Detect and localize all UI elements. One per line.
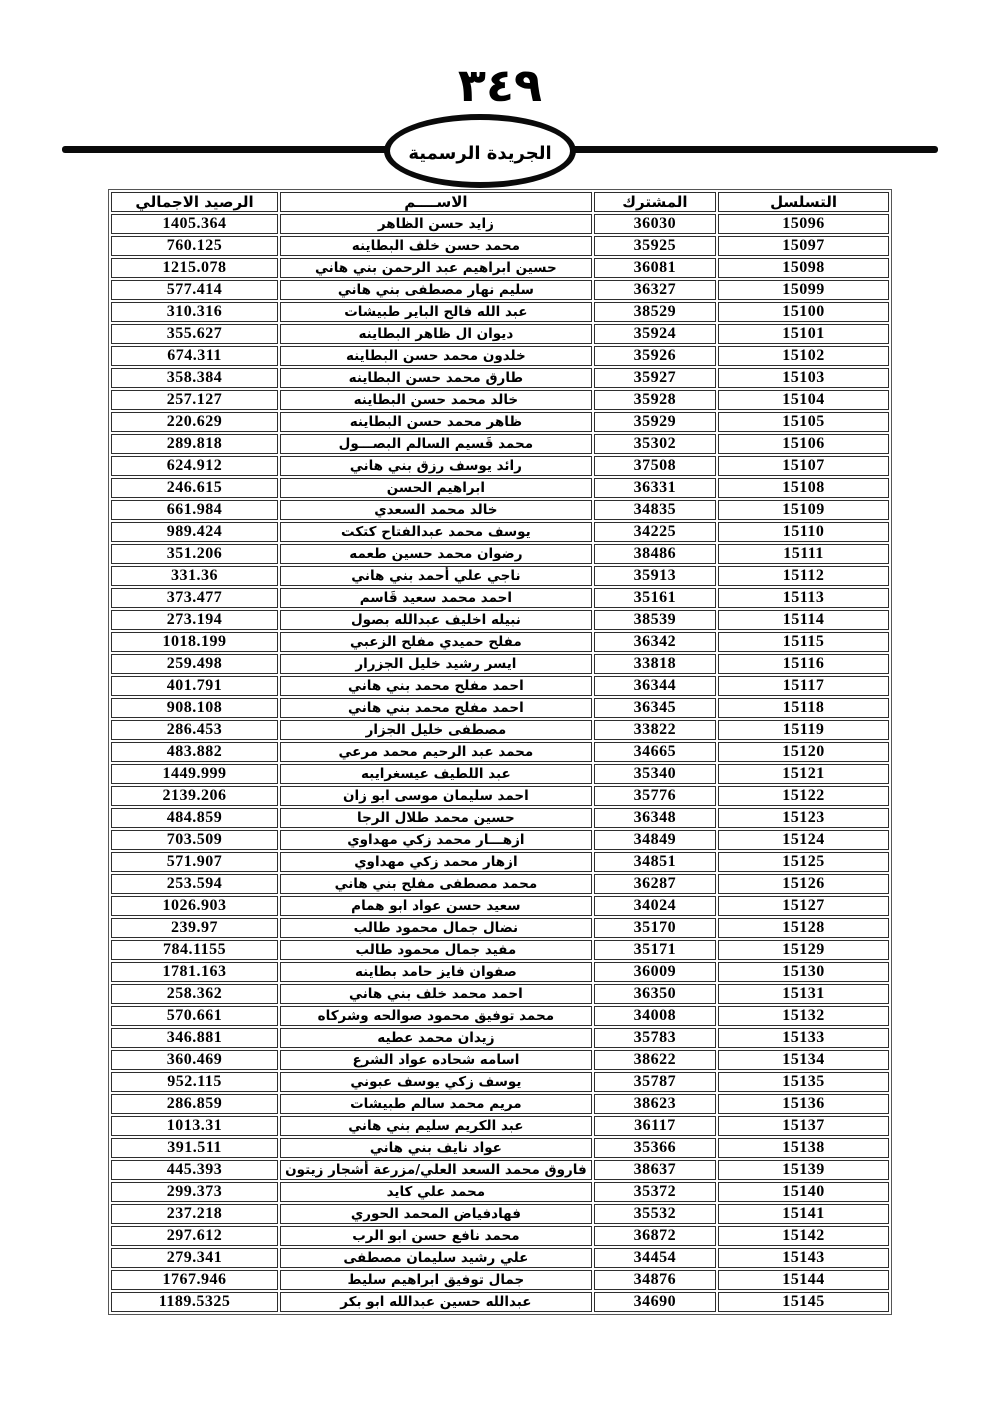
table-row [111, 412, 889, 432]
subscriber-cell: 36872 [594, 1226, 716, 1246]
name-cell: يوسف زكي يوسف عبوني [280, 1072, 592, 1092]
balance-cell: 570.661 [111, 1006, 278, 1026]
table-row [111, 456, 889, 476]
name-cell: محمد قَسيم السالم البصـــول [280, 434, 592, 454]
serial-cell: 15134 [718, 1050, 889, 1070]
balance-cell: 331.36 [111, 566, 278, 586]
subscriber-cell: 35171 [594, 940, 716, 960]
subscriber-cell: 35161 [594, 588, 716, 608]
balance-cell: 253.594 [111, 874, 278, 894]
subscriber-cell: 36009 [594, 962, 716, 982]
serial-cell: 15133 [718, 1028, 889, 1048]
subscriber-cell: 35787 [594, 1072, 716, 1092]
name-cell: حسين ابراهيم عبد الرحمن بني هاني [280, 258, 592, 278]
balance-cell: 299.373 [111, 1182, 278, 1202]
name-cell: يوسف محمد عبدالفتاح كتكت [280, 522, 592, 542]
subscriber-cell: 38623 [594, 1094, 716, 1114]
subscriber-cell: 36350 [594, 984, 716, 1004]
table-row [111, 1248, 889, 1268]
table-row [111, 720, 889, 740]
subscriber-cell: 35372 [594, 1182, 716, 1202]
serial-cell: 15123 [718, 808, 889, 828]
serial-cell: 15107 [718, 456, 889, 476]
serial-cell: 15119 [718, 720, 889, 740]
serial-cell: 15097 [718, 236, 889, 256]
table-row [111, 764, 889, 784]
subscriber-cell: 34849 [594, 830, 716, 850]
subscriber-cell: 34225 [594, 522, 716, 542]
balance-cell: 286.859 [111, 1094, 278, 1114]
serial-cell: 15113 [718, 588, 889, 608]
subscriber-cell: 34024 [594, 896, 716, 916]
name-cell: نضال جمال محمود طالب [280, 918, 592, 938]
serial-cell: 15111 [718, 544, 889, 564]
serial-cell: 15131 [718, 984, 889, 1004]
table-row [111, 302, 889, 322]
subscriber-cell: 36327 [594, 280, 716, 300]
subscriber-cell: 34665 [594, 742, 716, 762]
table-row [111, 1226, 889, 1246]
name-cell: ابراهيم الحسن [280, 478, 592, 498]
serial-cell: 15115 [718, 632, 889, 652]
table-row [111, 1292, 889, 1312]
balance-cell: 1026.903 [111, 896, 278, 916]
balance-cell: 351.206 [111, 544, 278, 564]
name-cell: رضوان محمد حسين طعمه [280, 544, 592, 564]
gazette-banner [0, 110, 1000, 190]
table-row [111, 896, 889, 916]
subscriber-cell: 33818 [594, 654, 716, 674]
balance-cell: 1018.199 [111, 632, 278, 652]
balance-cell: 577.414 [111, 280, 278, 300]
name-cell: طارق محمد حسن البطاينه [280, 368, 592, 388]
name-cell: سعيد حسن عواد ابو همام [280, 896, 592, 916]
subscriber-cell: 35340 [594, 764, 716, 784]
name-cell: محمد علي كايد [280, 1182, 592, 1202]
table-row [111, 786, 889, 806]
header-serial: التسلسل [718, 192, 889, 212]
serial-cell: 15143 [718, 1248, 889, 1268]
serial-cell: 15126 [718, 874, 889, 894]
balance-cell: 1013.31 [111, 1116, 278, 1136]
serial-cell: 15141 [718, 1204, 889, 1224]
balance-cell: 257.127 [111, 390, 278, 410]
name-cell: صفوان فايز حامد بطاينه [280, 962, 592, 982]
records-table-body [111, 214, 889, 1312]
name-cell: ايسر رشيد خليل الجزرار [280, 654, 592, 674]
subscriber-cell: 36331 [594, 478, 716, 498]
name-cell: ظاهر محمد حسن البطاينه [280, 412, 592, 432]
name-cell: ازهـــار محمد زكي مهداوي [280, 830, 592, 850]
serial-cell: 15096 [718, 214, 889, 234]
balance-cell: 346.881 [111, 1028, 278, 1048]
table-row [111, 1028, 889, 1048]
subscriber-cell: 38529 [594, 302, 716, 322]
serial-cell: 15135 [718, 1072, 889, 1092]
serial-cell: 15116 [718, 654, 889, 674]
gazette-title: الجريدة الرسمية [408, 142, 552, 164]
subscriber-cell: 35925 [594, 236, 716, 256]
balance-cell: 286.453 [111, 720, 278, 740]
name-cell: خالد محمد السعدي [280, 500, 592, 520]
name-cell: حسين محمد طلال الرجا [280, 808, 592, 828]
name-cell: احمد محمد سعيد قَاسم [280, 588, 592, 608]
balance-cell: 483.882 [111, 742, 278, 762]
balance-cell: 989.424 [111, 522, 278, 542]
name-cell: عبدالله حسين عبدالله ابو بكر [280, 1292, 592, 1312]
table-row [111, 962, 889, 982]
table-row [111, 258, 889, 278]
name-cell: خالد محمد حسن البطاينه [280, 390, 592, 410]
name-cell: فهادفياض المحمد الحوري [280, 1204, 592, 1224]
name-cell: مفلح حميدي مفلح الزعبي [280, 632, 592, 652]
balance-cell: 1215.078 [111, 258, 278, 278]
serial-cell: 15098 [718, 258, 889, 278]
table-row [111, 566, 889, 586]
subscriber-cell: 33822 [594, 720, 716, 740]
balance-cell: 703.509 [111, 830, 278, 850]
subscriber-cell: 35929 [594, 412, 716, 432]
table-row [111, 676, 889, 696]
subscriber-cell: 36081 [594, 258, 716, 278]
header-name: الاســــم [280, 192, 592, 212]
subscriber-cell: 35927 [594, 368, 716, 388]
balance-cell: 674.311 [111, 346, 278, 366]
serial-cell: 15103 [718, 368, 889, 388]
table-row [111, 280, 889, 300]
balance-cell: 310.316 [111, 302, 278, 322]
subscriber-cell: 35366 [594, 1138, 716, 1158]
name-cell: عبد الله فالح الباير طبيشات [280, 302, 592, 322]
table-row [111, 984, 889, 1004]
name-cell: جمال توفيق ابراهيم سليط [280, 1270, 592, 1290]
name-cell: محمد توفيق محمود صوالحه وشركاه [280, 1006, 592, 1026]
balance-cell: 1449.999 [111, 764, 278, 784]
serial-cell: 15137 [718, 1116, 889, 1136]
serial-cell: 15120 [718, 742, 889, 762]
header-subscriber: المشترك [594, 192, 716, 212]
table-row [111, 654, 889, 674]
table-row [111, 742, 889, 762]
serial-cell: 15118 [718, 698, 889, 718]
subscriber-cell: 38622 [594, 1050, 716, 1070]
subscriber-cell: 36287 [594, 874, 716, 894]
name-cell: ازهار محمد زكي مهداوي [280, 852, 592, 872]
name-cell: مفيد جمال محمود طالب [280, 940, 592, 960]
table-header-row [111, 192, 889, 212]
name-cell: محمد نافع حسن ابو الرب [280, 1226, 592, 1246]
gazette-seal-ellipse [384, 114, 576, 188]
balance-cell: 239.97 [111, 918, 278, 938]
serial-cell: 15121 [718, 764, 889, 784]
name-cell: محمد مصطفى مفلح بني هاني [280, 874, 592, 894]
name-cell: ديوان ال ظاهر البطاينه [280, 324, 592, 344]
table-row [111, 1160, 889, 1180]
serial-cell: 15110 [718, 522, 889, 542]
table-row [111, 544, 889, 564]
subscriber-cell: 36342 [594, 632, 716, 652]
serial-cell: 15138 [718, 1138, 889, 1158]
serial-cell: 15127 [718, 896, 889, 916]
table-row [111, 478, 889, 498]
subscriber-cell: 36345 [594, 698, 716, 718]
serial-cell: 15101 [718, 324, 889, 344]
serial-cell: 15129 [718, 940, 889, 960]
subscriber-cell: 38637 [594, 1160, 716, 1180]
subscriber-cell: 38539 [594, 610, 716, 630]
name-cell: اسامه شحاده عواد الشرع [280, 1050, 592, 1070]
name-cell: علي رشيد سليمان مصطفى [280, 1248, 592, 1268]
table-row [111, 1006, 889, 1026]
table-row [111, 214, 889, 234]
serial-cell: 15130 [718, 962, 889, 982]
balance-cell: 1405.364 [111, 214, 278, 234]
table-row [111, 1138, 889, 1158]
name-cell: عبد الكريم سليم بني هاني [280, 1116, 592, 1136]
balance-cell: 571.907 [111, 852, 278, 872]
page-number: ٣٤٩ [457, 58, 543, 112]
balance-cell: 2139.206 [111, 786, 278, 806]
subscriber-cell: 34835 [594, 500, 716, 520]
name-cell: عبد اللطيف عيسغرايبه [280, 764, 592, 784]
table-row [111, 346, 889, 366]
balance-cell: 279.341 [111, 1248, 278, 1268]
serial-cell: 15100 [718, 302, 889, 322]
table-row [111, 1116, 889, 1136]
header-balance: الرصيد الاجمالي [111, 192, 278, 212]
name-cell: سليم نهار مصطفى بني هاني [280, 280, 592, 300]
serial-cell: 15125 [718, 852, 889, 872]
balance-cell: 246.615 [111, 478, 278, 498]
name-cell: مريم محمد سالم طبيشات [280, 1094, 592, 1114]
subscriber-cell: 34876 [594, 1270, 716, 1290]
name-cell: زيدان محمد عطيه [280, 1028, 592, 1048]
balance-cell: 355.627 [111, 324, 278, 344]
subscriber-cell: 34690 [594, 1292, 716, 1312]
balance-cell: 401.791 [111, 676, 278, 696]
serial-cell: 15108 [718, 478, 889, 498]
subscriber-cell: 34008 [594, 1006, 716, 1026]
name-cell: زايد حسن الظاهر [280, 214, 592, 234]
serial-cell: 15099 [718, 280, 889, 300]
subscriber-cell: 36348 [594, 808, 716, 828]
subscriber-cell: 35924 [594, 324, 716, 344]
subscriber-cell: 36030 [594, 214, 716, 234]
table-row [111, 698, 889, 718]
subscriber-cell: 35913 [594, 566, 716, 586]
balance-cell: 952.115 [111, 1072, 278, 1092]
balance-cell: 1767.946 [111, 1270, 278, 1290]
table-row [111, 940, 889, 960]
table-row [111, 324, 889, 344]
serial-cell: 15122 [718, 786, 889, 806]
balance-cell: 624.912 [111, 456, 278, 476]
balance-cell: 259.498 [111, 654, 278, 674]
name-cell: محمد عبد الرحيم محمد مرعي [280, 742, 592, 762]
table-row [111, 808, 889, 828]
subscriber-cell: 36117 [594, 1116, 716, 1136]
subscriber-cell: 36344 [594, 676, 716, 696]
serial-cell: 15128 [718, 918, 889, 938]
table-row [111, 830, 889, 850]
balance-cell: 1189.5325 [111, 1292, 278, 1312]
balance-cell: 237.218 [111, 1204, 278, 1224]
serial-cell: 15102 [718, 346, 889, 366]
balance-cell: 360.469 [111, 1050, 278, 1070]
name-cell: ناجي علي أحمد بني هاني [280, 566, 592, 586]
serial-cell: 15132 [718, 1006, 889, 1026]
subscriber-cell: 35926 [594, 346, 716, 366]
table-row [111, 874, 889, 894]
table-row [111, 852, 889, 872]
serial-cell: 15140 [718, 1182, 889, 1202]
name-cell: فاروق محمد السعد العلي/مزرعة أشجار زيتون [280, 1160, 592, 1180]
table-row [111, 1204, 889, 1224]
records-table [108, 189, 892, 1315]
balance-cell: 220.629 [111, 412, 278, 432]
balance-cell: 784.1155 [111, 940, 278, 960]
name-cell: احمد سليمان موسى ابو زان [280, 786, 592, 806]
serial-cell: 15109 [718, 500, 889, 520]
name-cell: احمد مفلح محمد بني هاني [280, 676, 592, 696]
table-row [111, 500, 889, 520]
serial-cell: 15142 [718, 1226, 889, 1246]
subscriber-cell: 34454 [594, 1248, 716, 1268]
balance-cell: 297.612 [111, 1226, 278, 1246]
serial-cell: 15139 [718, 1160, 889, 1180]
balance-cell: 258.362 [111, 984, 278, 1004]
subscriber-cell: 35170 [594, 918, 716, 938]
name-cell: نبيله اخليف عبدالله بصول [280, 610, 592, 630]
table-row [111, 632, 889, 652]
name-cell: مصطفى خليل الجزار [280, 720, 592, 740]
serial-cell: 15106 [718, 434, 889, 454]
name-cell: عواد نايف بني هاني [280, 1138, 592, 1158]
balance-cell: 358.384 [111, 368, 278, 388]
balance-cell: 373.477 [111, 588, 278, 608]
subscriber-cell: 35783 [594, 1028, 716, 1048]
name-cell: محمد حسن خلف البطاينه [280, 236, 592, 256]
table-row [111, 1050, 889, 1070]
serial-cell: 15136 [718, 1094, 889, 1114]
table-row [111, 1094, 889, 1114]
balance-cell: 445.393 [111, 1160, 278, 1180]
balance-cell: 661.984 [111, 500, 278, 520]
subscriber-cell: 35776 [594, 786, 716, 806]
name-cell: احمد محمد خلف بني هاني [280, 984, 592, 1004]
balance-cell: 1781.163 [111, 962, 278, 982]
subscriber-cell: 37508 [594, 456, 716, 476]
serial-cell: 15124 [718, 830, 889, 850]
table-row [111, 236, 889, 256]
balance-cell: 760.125 [111, 236, 278, 256]
balance-cell: 484.859 [111, 808, 278, 828]
serial-cell: 15145 [718, 1292, 889, 1312]
serial-cell: 15105 [718, 412, 889, 432]
name-cell: احمد مفلح محمد بني هاني [280, 698, 592, 718]
subscriber-cell: 34851 [594, 852, 716, 872]
table-row [111, 390, 889, 410]
records-table-container [108, 189, 892, 1315]
balance-cell: 908.108 [111, 698, 278, 718]
serial-cell: 15144 [718, 1270, 889, 1290]
balance-cell: 391.511 [111, 1138, 278, 1158]
serial-cell: 15114 [718, 610, 889, 630]
table-row [111, 434, 889, 454]
table-row [111, 610, 889, 630]
table-row [111, 1270, 889, 1290]
table-row [111, 368, 889, 388]
serial-cell: 15112 [718, 566, 889, 586]
subscriber-cell: 35928 [594, 390, 716, 410]
serial-cell: 15117 [718, 676, 889, 696]
subscriber-cell: 35302 [594, 434, 716, 454]
table-row [111, 1182, 889, 1202]
balance-cell: 273.194 [111, 610, 278, 630]
subscriber-cell: 35532 [594, 1204, 716, 1224]
balance-cell: 289.818 [111, 434, 278, 454]
subscriber-cell: 38486 [594, 544, 716, 564]
serial-cell: 15104 [718, 390, 889, 410]
table-row [111, 522, 889, 542]
table-row [111, 588, 889, 608]
table-row [111, 1072, 889, 1092]
name-cell: خلدون محمد حسن البطاينه [280, 346, 592, 366]
table-row [111, 918, 889, 938]
name-cell: رائد يوسف رزق بني هاني [280, 456, 592, 476]
